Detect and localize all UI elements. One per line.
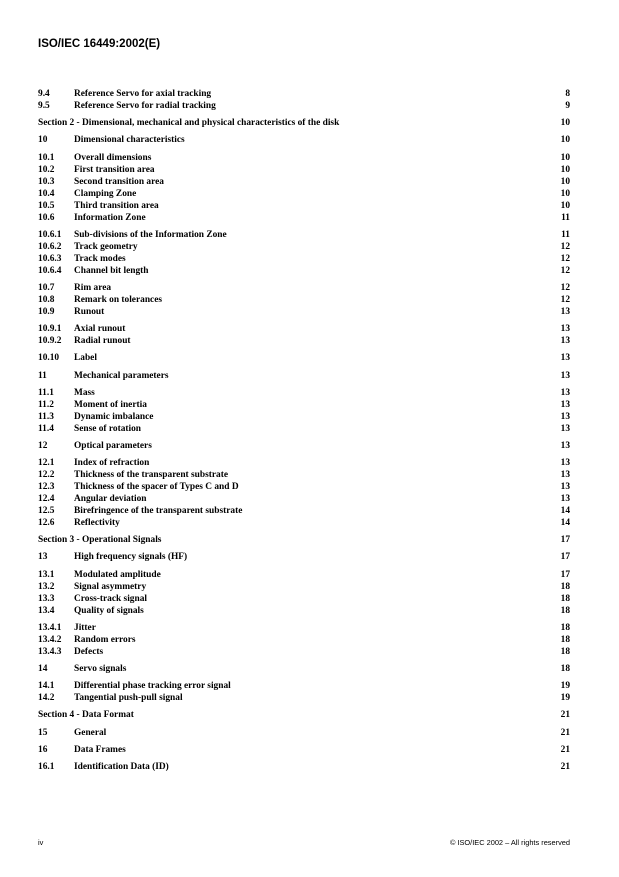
toc-entry-number: 14	[38, 664, 48, 674]
toc-entry-title: Channel bit length	[74, 265, 149, 276]
toc-entry-title: Label	[74, 353, 97, 364]
toc-entry-number: 10.4	[38, 188, 55, 199]
toc-entry-title: Reflectivity	[74, 518, 120, 529]
toc-entry-title: Index of refraction	[74, 458, 150, 469]
toc-entry-title: Tangential push-pull signal	[74, 693, 183, 704]
toc-group	[38, 152, 570, 224]
toc-entry-page: 17	[560, 569, 570, 580]
toc-entry	[38, 134, 570, 146]
toc-entry-number: 11.2	[38, 399, 54, 410]
toc-entry	[38, 727, 570, 739]
toc-entry	[38, 323, 570, 335]
toc-entry-title: Dynamic imbalance	[74, 411, 154, 422]
toc-entry-title: Thickness of the transparent substrate	[74, 470, 229, 481]
toc-entry-number: 13.3	[38, 593, 55, 604]
toc-group	[38, 282, 570, 318]
toc-entry-title: Second transition area	[74, 176, 164, 187]
toc-section-heading	[38, 709, 570, 721]
toc-entry	[38, 411, 570, 423]
toc-entry-page: 18	[560, 605, 570, 616]
toc-entry-number: 10.6.3	[38, 253, 62, 264]
toc-entry	[38, 663, 570, 675]
toc-entry-page: 13	[560, 440, 570, 451]
toc-entry	[38, 692, 570, 704]
toc-entry-page: 10	[560, 176, 570, 187]
toc-entry-page: 18	[560, 664, 570, 674]
toc-entry-page: 13	[560, 423, 570, 434]
toc-entry-title: Radial runout	[74, 336, 131, 347]
toc-entry-number: 10.9.1	[38, 324, 62, 335]
toc-entry	[38, 493, 570, 505]
toc-entry-number: 12.6	[38, 518, 55, 529]
toc-entry-number: 12.4	[38, 494, 55, 505]
toc-entry-number: 12.2	[38, 470, 55, 481]
toc-entry-page: 13	[560, 494, 570, 505]
toc-entry-title: Quality of signals	[74, 605, 144, 616]
toc-entry	[38, 152, 570, 164]
toc-entry-title: Overall dimensions	[74, 152, 152, 163]
toc-entry-number: 13.4	[38, 605, 55, 616]
toc-entry	[38, 335, 570, 347]
toc-group	[38, 727, 570, 739]
toc-entry-title: Runout	[74, 306, 105, 317]
toc-entry-page: 12	[560, 265, 570, 276]
toc-entry-number: 12.5	[38, 506, 55, 517]
toc-entry-page: 10	[560, 152, 570, 163]
toc-entry-number: 10.3	[38, 176, 55, 187]
toc-entry-page: 17	[560, 552, 570, 563]
toc-entry-number: 11.1	[38, 387, 54, 398]
toc-entry-number: 13.4.1	[38, 622, 62, 633]
toc-entry	[38, 423, 570, 435]
toc-entry-page: 13	[560, 336, 570, 347]
toc-entry-page: 10	[560, 118, 570, 129]
toc-entry-number: 10.6.4	[38, 265, 62, 276]
toc-entry-page: 10	[560, 135, 570, 146]
toc-entry-page: 17	[560, 535, 570, 546]
toc-entry-number: 13.4.3	[38, 646, 62, 657]
toc-entry-page: 21	[560, 744, 570, 755]
toc-entry-page: 13	[560, 353, 570, 364]
toc-entry	[38, 481, 570, 493]
toc-group	[38, 622, 570, 658]
toc-entry-title: Section 3 - Operational Signals	[38, 535, 162, 546]
toc-group	[38, 663, 570, 675]
toc-entry-title: Birefringence of the transparent substrate	[74, 506, 243, 517]
toc-entry-title: Servo signals	[74, 664, 127, 674]
toc-entry-page: 13	[560, 324, 570, 335]
toc-entry-title: Track geometry	[74, 241, 138, 252]
toc-entry-title: General	[74, 727, 107, 738]
table-of-contents	[38, 88, 570, 778]
toc-group	[38, 744, 570, 756]
toc-entry	[38, 593, 570, 605]
toc-entry-number: 10.9	[38, 306, 55, 317]
document-header	[38, 38, 160, 50]
toc-group	[38, 551, 570, 563]
toc-entry-page: 14	[560, 518, 570, 529]
toc-entry	[38, 253, 570, 265]
toc-entry-page: 11	[561, 229, 570, 240]
toc-entry-page: 13	[560, 411, 570, 422]
toc-entry-title: Mechanical parameters	[74, 370, 169, 381]
toc-entry-title: Information Zone	[74, 212, 146, 223]
toc-entry-title: Axial runout	[74, 324, 126, 335]
toc-entry-page: 14	[560, 506, 570, 517]
toc-entry-page: 8	[565, 89, 570, 99]
toc-entry	[38, 241, 570, 253]
toc-group	[38, 387, 570, 435]
toc-entry	[38, 440, 570, 452]
toc-entry-title: High frequency signals (HF)	[74, 552, 188, 563]
toc-group	[38, 680, 570, 704]
toc-entry	[38, 744, 570, 756]
toc-entry	[38, 581, 570, 593]
toc-entry-page: 21	[560, 761, 570, 772]
toc-group	[38, 761, 570, 773]
toc-group	[38, 534, 570, 546]
toc-entry-title: Remark on tolerances	[74, 294, 163, 305]
toc-entry-title: Reference Servo for radial tracking	[74, 101, 216, 111]
toc-entry-page: 12	[560, 294, 570, 305]
toc-entry	[38, 469, 570, 481]
toc-group	[38, 370, 570, 382]
toc-entry-number: 10.2	[38, 164, 55, 175]
toc-entry-title: Sense of rotation	[74, 423, 142, 434]
toc-section-heading	[38, 117, 570, 129]
copyright-notice: © ISO/IEC 2002 – All rights reserved	[449, 838, 570, 847]
toc-entry-title: Section 4 - Data Format	[38, 710, 134, 721]
toc-entry	[38, 387, 570, 399]
toc-entry-title: Identification Data (ID)	[74, 761, 169, 772]
toc-entry-title: Mass	[74, 387, 95, 398]
toc-entry-page: 18	[560, 593, 570, 604]
toc-entry-page: 18	[560, 634, 570, 645]
page-footer	[38, 838, 570, 847]
toc-entry	[38, 646, 570, 658]
toc-entry-number: 13.1	[38, 569, 55, 580]
page-number: iv	[38, 838, 44, 847]
toc-entry-number: 14.1	[38, 681, 55, 692]
toc-entry-title: Data Frames	[74, 744, 126, 755]
toc-entry	[38, 164, 570, 176]
toc-entry-number: 16	[38, 744, 48, 755]
toc-entry-title: Random errors	[74, 634, 136, 645]
toc-entry-number: 10	[38, 135, 48, 146]
toc-entry-page: 19	[560, 681, 570, 692]
toc-entry-page: 13	[560, 370, 570, 381]
toc-entry-title: Dimensional characteristics	[74, 135, 185, 146]
toc-entry	[38, 634, 570, 646]
toc-section-heading	[38, 534, 570, 546]
toc-entry-number: 10.6.2	[38, 241, 62, 252]
toc-entry	[38, 370, 570, 382]
toc-entry	[38, 212, 570, 224]
toc-entry	[38, 188, 570, 200]
toc-entry-title: First transition area	[74, 164, 155, 175]
toc-entry	[38, 88, 570, 100]
toc-entry-title: Angular deviation	[74, 494, 147, 505]
toc-entry-number: 10.5	[38, 200, 55, 211]
toc-group	[38, 352, 570, 364]
toc-entry	[38, 622, 570, 634]
toc-group	[38, 569, 570, 617]
toc-entry-title: Cross-track signal	[74, 593, 148, 604]
toc-entry	[38, 200, 570, 212]
toc-entry	[38, 680, 570, 692]
toc-entry-number: 10.7	[38, 282, 55, 293]
toc-group	[38, 457, 570, 529]
toc-entry-title: Defects	[74, 646, 104, 657]
toc-entry-page: 12	[560, 282, 570, 293]
toc-entry-number: 15	[38, 727, 48, 738]
toc-entry-title: Rim area	[74, 282, 112, 293]
toc-entry	[38, 605, 570, 617]
toc-entry-number: 12.3	[38, 482, 55, 493]
toc-entry-number: 13	[38, 552, 48, 563]
toc-entry	[38, 100, 570, 112]
toc-entry-number: 10.6.1	[38, 229, 62, 240]
toc-entry-page: 10	[560, 200, 570, 211]
toc-entry-number: 10.1	[38, 152, 55, 163]
toc-group	[38, 323, 570, 347]
toc-entry-number: 14.2	[38, 693, 55, 704]
toc-entry-title: Third transition area	[74, 200, 159, 211]
toc-entry	[38, 176, 570, 188]
toc-entry-page: 12	[560, 253, 570, 264]
toc-entry-number: 13.4.2	[38, 634, 62, 645]
toc-group	[38, 117, 570, 129]
toc-entry-title: Jitter	[74, 622, 96, 633]
toc-entry-title: Track modes	[74, 253, 126, 264]
toc-entry-title: Modulated amplitude	[74, 569, 161, 580]
toc-entry-title: Section 2 - Dimensional, mechanical and physical characteristics of the disk	[38, 118, 340, 129]
toc-entry	[38, 551, 570, 563]
toc-entry	[38, 399, 570, 411]
toc-entry-title: Reference Servo for axial tracking	[74, 89, 212, 99]
toc-entry-number: 11.3	[38, 411, 54, 422]
toc-entry-title: Moment of inertia	[74, 399, 147, 410]
toc-entry-number: 11	[38, 370, 47, 381]
toc-entry-number: 9.5	[38, 101, 50, 111]
toc-entry-page: 21	[560, 710, 570, 721]
toc-entry-page: 19	[560, 693, 570, 704]
toc-entry-number: 13.2	[38, 581, 55, 592]
toc-group	[38, 440, 570, 452]
toc-entry-page: 13	[560, 306, 570, 317]
toc-entry-title: Thickness of the spacer of Types C and D	[74, 482, 239, 493]
toc-entry-number: 10.6	[38, 212, 55, 223]
toc-entry	[38, 265, 570, 277]
toc-entry	[38, 282, 570, 294]
toc-entry-page: 18	[560, 581, 570, 592]
toc-entry-number: 10.8	[38, 294, 55, 305]
toc-entry-page: 21	[560, 727, 570, 738]
toc-entry-title: Signal asymmetry	[74, 581, 147, 592]
toc-entry-page: 9	[565, 101, 570, 111]
toc-entry-page: 13	[560, 399, 570, 410]
toc-entry-page: 11	[561, 212, 570, 223]
toc-entry	[38, 229, 570, 241]
toc-entry-title: Clamping Zone	[74, 188, 137, 199]
toc-entry-page: 13	[560, 458, 570, 469]
toc-entry-title: Sub-divisions of the Information Zone	[74, 229, 227, 240]
toc-entry-number: 10.10	[38, 353, 60, 364]
standard-id: ISO/IEC 16449:2002(E)	[38, 38, 161, 50]
toc-entry	[38, 294, 570, 306]
toc-group	[38, 88, 570, 112]
toc-group	[38, 709, 570, 721]
toc-entry	[38, 457, 570, 469]
toc-entry-title: Differential phase tracking error signal	[74, 681, 231, 692]
toc-entry	[38, 569, 570, 581]
toc-entry	[38, 505, 570, 517]
toc-entry-page: 18	[560, 622, 570, 633]
toc-entry-number: 11.4	[38, 423, 54, 434]
toc-entry-number: 12.1	[38, 458, 55, 469]
toc-entry	[38, 352, 570, 364]
toc-group	[38, 134, 570, 146]
toc-entry-page: 13	[560, 482, 570, 493]
toc-entry-number: 9.4	[38, 89, 50, 99]
toc-entry-page: 18	[560, 646, 570, 657]
toc-group	[38, 229, 570, 277]
toc-entry	[38, 306, 570, 318]
toc-entry	[38, 761, 570, 773]
toc-entry-page: 10	[560, 164, 570, 175]
toc-entry-page: 10	[560, 188, 570, 199]
toc-entry	[38, 517, 570, 529]
toc-entry-number: 10.9.2	[38, 336, 62, 347]
toc-entry-page: 13	[560, 470, 570, 481]
toc-entry-number: 16.1	[38, 761, 55, 772]
toc-entry-number: 12	[38, 440, 48, 451]
toc-entry-page: 13	[560, 387, 570, 398]
toc-entry-page: 12	[560, 241, 570, 252]
toc-entry-title: Optical parameters	[74, 440, 152, 451]
